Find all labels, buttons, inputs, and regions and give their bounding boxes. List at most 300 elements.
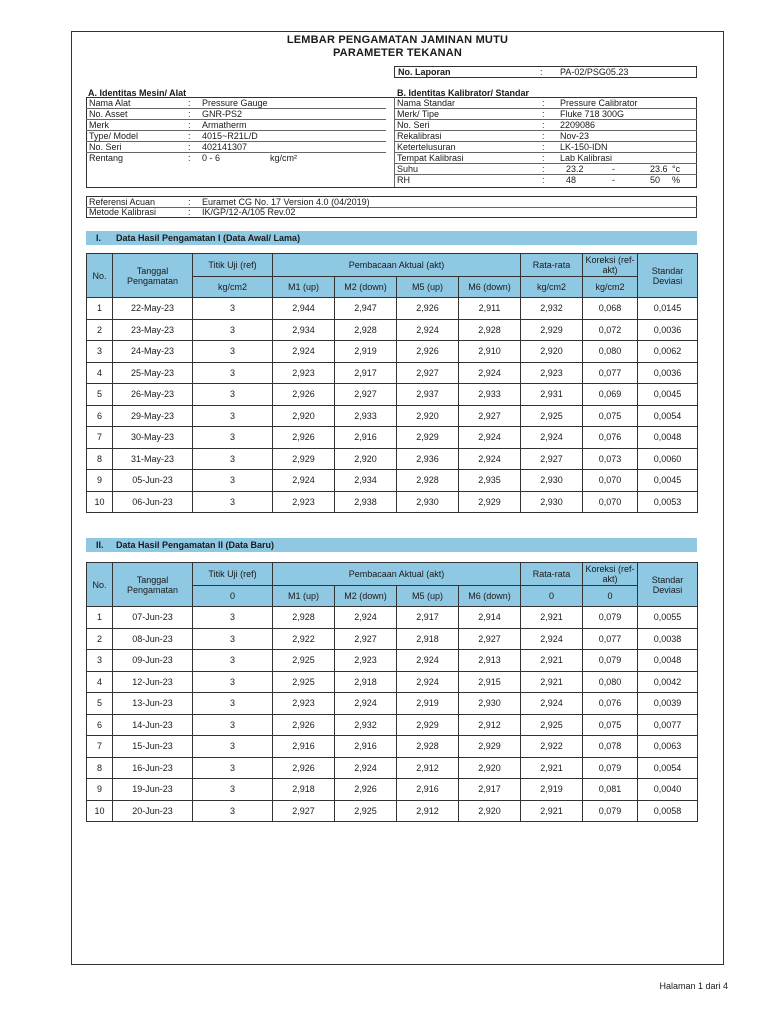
header-m2: M2 (down) <box>335 586 397 607</box>
header-pembacaan: Pembacaan Aktual (akt) <box>273 563 521 586</box>
table-cell: 0,0058 <box>638 800 698 822</box>
table-cell: 3 <box>193 448 273 470</box>
document-subtitle: PARAMETER TEKANAN <box>332 47 463 59</box>
colon: : <box>542 153 545 163</box>
table-cell: 3 <box>193 405 273 427</box>
table-row <box>87 470 698 492</box>
table-cell: 2,912 <box>397 800 459 822</box>
header-m5: M5 (up) <box>397 586 459 607</box>
report-number-box <box>394 66 697 78</box>
table-cell: 2,924 <box>397 650 459 672</box>
table-cell: 2,930 <box>397 491 459 513</box>
table-row <box>87 607 698 629</box>
table-cell: 2,912 <box>397 757 459 779</box>
table-cell: 2,924 <box>335 757 397 779</box>
table-cell: 12-Jun-23 <box>113 671 193 693</box>
table-cell: 0,079 <box>583 800 638 822</box>
table-cell: 2,924 <box>273 341 335 363</box>
table-cell: 2,937 <box>397 384 459 406</box>
table-row <box>87 362 698 384</box>
table-cell: 10 <box>87 800 113 822</box>
table-row <box>87 779 698 801</box>
colon: : <box>188 109 191 119</box>
table-cell: 2,919 <box>521 779 583 801</box>
table-cell: 2,925 <box>335 800 397 822</box>
table-cell: 2 <box>87 628 113 650</box>
table-row <box>87 427 698 449</box>
table-cell: 2,918 <box>397 628 459 650</box>
table-cell: 5 <box>87 693 113 715</box>
table-cell: 2,924 <box>397 319 459 341</box>
table-data-2 <box>86 562 698 822</box>
table-cell: 10 <box>87 491 113 513</box>
header-titik-uji: Titik Uji (ref) <box>193 563 273 586</box>
table-body <box>87 607 698 822</box>
table-cell: 2,924 <box>521 693 583 715</box>
table-cell: 8 <box>87 757 113 779</box>
reference-value: Euramet CG No. 17 Version 4.0 (04/2019) <box>202 197 370 207</box>
header-unit-titik: kg/cm2 <box>193 277 273 298</box>
table-cell: 0,0053 <box>638 491 698 513</box>
field-value: LK-150-IDN <box>560 142 608 152</box>
colon: : <box>188 142 191 152</box>
table-row <box>87 736 698 758</box>
table-cell: 30-May-23 <box>113 427 193 449</box>
table-row <box>87 628 698 650</box>
table-cell: 3 <box>193 491 273 513</box>
table-cell: 2,921 <box>521 800 583 822</box>
suhu-min: 23.2 <box>566 164 584 174</box>
table-cell: 1 <box>87 298 113 320</box>
table-cell: 0,079 <box>583 607 638 629</box>
table-cell: 2,947 <box>335 298 397 320</box>
colon: : <box>542 98 545 108</box>
table-cell: 2,923 <box>521 362 583 384</box>
table-cell: 2,925 <box>273 650 335 672</box>
table-cell: 3 <box>193 779 273 801</box>
field-value: 2209086 <box>560 120 596 130</box>
table-cell: 2,926 <box>273 714 335 736</box>
colon: : <box>188 98 191 108</box>
table-cell: 0,0048 <box>638 427 698 449</box>
table-cell: 2,924 <box>459 427 521 449</box>
header-m5: M5 (up) <box>397 277 459 298</box>
header-row <box>87 254 698 277</box>
table-cell: 2,916 <box>335 427 397 449</box>
table-cell: 3 <box>193 298 273 320</box>
header-titik-uji: Titik Uji (ref) <box>193 254 273 277</box>
table-cell: 2,924 <box>459 448 521 470</box>
colon: : <box>542 131 545 141</box>
table-cell: 15-Jun-23 <box>113 736 193 758</box>
table-row <box>87 319 698 341</box>
table-cell: 2,918 <box>335 671 397 693</box>
table-row <box>87 757 698 779</box>
table-cell: 2,911 <box>459 298 521 320</box>
table-cell: 19-Jun-23 <box>113 779 193 801</box>
table-cell: 2,934 <box>335 470 397 492</box>
table-cell: 3 <box>193 628 273 650</box>
table-cell: 2,923 <box>273 491 335 513</box>
table-cell: 0,0145 <box>638 298 698 320</box>
table-cell: 3 <box>193 319 273 341</box>
report-number-label: No. Laporan <box>398 67 451 77</box>
table-row <box>87 448 698 470</box>
table-cell: 2,920 <box>459 757 521 779</box>
table-cell: 2,921 <box>521 757 583 779</box>
table-cell: 0,0040 <box>638 779 698 801</box>
header-koreksi: Koreksi (ref-akt) <box>583 254 638 277</box>
table-row <box>87 341 698 363</box>
table-cell: 0,079 <box>583 757 638 779</box>
table-row <box>87 650 698 672</box>
table-cell: 05-Jun-23 <box>113 470 193 492</box>
field-label: Merk <box>89 120 109 130</box>
table-data-1 <box>86 253 698 513</box>
row-divider <box>394 108 697 109</box>
table-cell: 2,927 <box>335 628 397 650</box>
table-cell: 2,927 <box>459 405 521 427</box>
table-cell: 2,922 <box>521 736 583 758</box>
table-cell: 0,072 <box>583 319 638 341</box>
header-unit-koreksi: kg/cm2 <box>583 277 638 298</box>
table-cell: 29-May-23 <box>113 405 193 427</box>
colon: : <box>542 142 545 152</box>
table-cell: 14-Jun-23 <box>113 714 193 736</box>
field-value: 402141307 <box>202 142 248 152</box>
table-cell: 2,913 <box>459 650 521 672</box>
header-rata-rata: Rata-rata <box>521 563 583 586</box>
header-m1: M1 (up) <box>273 277 335 298</box>
table-cell: 2,929 <box>459 491 521 513</box>
table-cell: 9 <box>87 470 113 492</box>
table-cell: 0,0036 <box>638 362 698 384</box>
colon: : <box>542 120 545 130</box>
table-cell: 1 <box>87 607 113 629</box>
section-1-bar <box>86 231 697 245</box>
table-cell: 0,0063 <box>638 736 698 758</box>
table-cell: 3 <box>193 427 273 449</box>
header-unit-rata: kg/cm2 <box>521 277 583 298</box>
rh-min: 48 <box>566 175 577 185</box>
table-cell: 08-Jun-23 <box>113 628 193 650</box>
table-cell: 07-Jun-23 <box>113 607 193 629</box>
table-cell: 0,0039 <box>638 693 698 715</box>
table-cell: 2,922 <box>273 628 335 650</box>
colon: : <box>188 153 191 163</box>
header-no: No. <box>87 254 113 298</box>
header-unit-titik: 0 <box>193 586 273 607</box>
header-m6: M6 (down) <box>459 277 521 298</box>
table-cell: 25-May-23 <box>113 362 193 384</box>
table-cell: 23-May-23 <box>113 319 193 341</box>
table-cell: 24-May-23 <box>113 341 193 363</box>
table-cell: 2,915 <box>459 671 521 693</box>
header-m1: M1 (up) <box>273 586 335 607</box>
table-cell: 2,917 <box>459 779 521 801</box>
table-cell: 7 <box>87 736 113 758</box>
table-cell: 2,918 <box>273 779 335 801</box>
table-cell: 0,0055 <box>638 607 698 629</box>
rh-label: RH <box>397 175 410 185</box>
table-cell: 2,929 <box>397 427 459 449</box>
table-cell: 2,933 <box>335 405 397 427</box>
table-cell: 2,928 <box>397 736 459 758</box>
table-cell: 3 <box>87 341 113 363</box>
table-cell: 13-Jun-23 <box>113 693 193 715</box>
table-cell: 2,910 <box>459 341 521 363</box>
field-label: Ketertelusuran <box>397 142 456 152</box>
table-cell: 2,924 <box>397 671 459 693</box>
table-cell: 2,933 <box>459 384 521 406</box>
table-header <box>87 563 698 607</box>
table-cell: 2,925 <box>521 714 583 736</box>
row-divider <box>394 119 697 120</box>
colon: : <box>188 120 191 130</box>
table-cell: 31-May-23 <box>113 448 193 470</box>
table-cell: 2,927 <box>335 384 397 406</box>
table-cell: 0,076 <box>583 427 638 449</box>
field-value: Pressure Gauge <box>202 98 268 108</box>
table-cell: 2,928 <box>273 607 335 629</box>
table-cell: 3 <box>87 650 113 672</box>
table-cell: 2,928 <box>459 319 521 341</box>
colon: : <box>540 67 543 77</box>
table-cell: 2,923 <box>335 650 397 672</box>
table-cell: 2,916 <box>397 779 459 801</box>
table-cell: 2,929 <box>397 714 459 736</box>
header-rata-rata: Rata-rata <box>521 254 583 277</box>
page-footer: Halaman 1 dari 4 <box>659 981 728 991</box>
table-cell: 3 <box>193 607 273 629</box>
table-cell: 6 <box>87 714 113 736</box>
field-value: 0 - 6 <box>202 153 221 163</box>
table-cell: 2,920 <box>459 800 521 822</box>
table-cell: 2,938 <box>335 491 397 513</box>
table-cell: 2,929 <box>459 736 521 758</box>
table-cell: 2,924 <box>273 470 335 492</box>
table-row <box>87 491 698 513</box>
table-cell: 2,921 <box>521 671 583 693</box>
table-cell: 2,919 <box>335 341 397 363</box>
header-row <box>87 563 698 586</box>
table-cell: 2,927 <box>273 800 335 822</box>
field-label: No. Seri <box>89 142 122 152</box>
header-koreksi: Koreksi (ref-akt) <box>583 563 638 586</box>
table-cell: 3 <box>193 362 273 384</box>
field-label: Merk/ Tipe <box>397 109 440 119</box>
suhu-unit: °c <box>672 164 681 174</box>
table-cell: 2,926 <box>273 384 335 406</box>
column-divider <box>394 97 395 187</box>
table-cell: 0,078 <box>583 736 638 758</box>
table-cell: 0,0042 <box>638 671 698 693</box>
table-cell: 0,0054 <box>638 405 698 427</box>
table-cell: 0,070 <box>583 470 638 492</box>
table-cell: 2,926 <box>397 341 459 363</box>
table-row <box>87 405 698 427</box>
rh-max: 50 <box>650 175 661 185</box>
table-header <box>87 254 698 298</box>
table-cell: 2,930 <box>521 491 583 513</box>
table-cell: 2,917 <box>397 607 459 629</box>
table-cell: 3 <box>193 384 273 406</box>
table-cell: 2,926 <box>335 779 397 801</box>
header-unit-koreksi: 0 <box>583 586 638 607</box>
table-cell: 2,926 <box>273 757 335 779</box>
table-cell: 2,927 <box>521 448 583 470</box>
table-cell: 26-May-23 <box>113 384 193 406</box>
table-cell: 2,924 <box>335 607 397 629</box>
table-cell: 2 <box>87 319 113 341</box>
section-1-title: Data Hasil Pengamatan I (Data Awal/ Lama) <box>116 233 301 243</box>
field-label: Nama Standar <box>397 98 456 108</box>
table-cell: 3 <box>193 800 273 822</box>
suhu-dash: - <box>612 164 615 174</box>
table-cell: 2,924 <box>335 693 397 715</box>
table-cell: 4 <box>87 362 113 384</box>
table-cell: 2,934 <box>273 319 335 341</box>
field-value: Lab Kalibrasi <box>560 153 613 163</box>
table-cell: 2,921 <box>521 650 583 672</box>
table-cell: 2,925 <box>273 671 335 693</box>
table-cell: 2,912 <box>459 714 521 736</box>
table-cell: 3 <box>193 693 273 715</box>
rh-dash: - <box>612 175 615 185</box>
table-cell: 2,930 <box>459 693 521 715</box>
section-a-heading: A. Identitas Mesin/ Alat <box>88 88 187 98</box>
suhu-label: Suhu <box>397 164 419 174</box>
table-cell: 3 <box>193 671 273 693</box>
table-cell: 0,0054 <box>638 757 698 779</box>
table-cell: 2,929 <box>521 319 583 341</box>
section-2-number: II. <box>96 540 104 550</box>
table-cell: 2,930 <box>521 470 583 492</box>
table-cell: 2,916 <box>335 736 397 758</box>
header-pembacaan: Pembacaan Aktual (akt) <box>273 254 521 277</box>
table-row <box>87 298 698 320</box>
header-unit-rata: 0 <box>521 586 583 607</box>
reference-label: Referensi Acuan <box>89 197 156 207</box>
table-cell: 2,927 <box>459 628 521 650</box>
table-row <box>87 800 698 822</box>
table-cell: 06-Jun-23 <box>113 491 193 513</box>
table-cell: 0,079 <box>583 650 638 672</box>
section-b-heading: B. Identitas Kalibrator/ Standar <box>397 88 530 98</box>
table-cell: 0,0038 <box>638 628 698 650</box>
table-cell: 22-May-23 <box>113 298 193 320</box>
field-label: Nama Alat <box>89 98 131 108</box>
table-cell: 2,925 <box>521 405 583 427</box>
table-cell: 2,923 <box>273 362 335 384</box>
table-cell: 0,0048 <box>638 650 698 672</box>
reference-value: IK/GP/12-A/105 Rev.02 <box>202 207 296 217</box>
table-cell: 2,935 <box>459 470 521 492</box>
table-cell: 2,931 <box>521 384 583 406</box>
table-cell: 0,076 <box>583 693 638 715</box>
table-cell: 0,075 <box>583 714 638 736</box>
table-cell: 2,920 <box>521 341 583 363</box>
table-cell: 2,926 <box>397 298 459 320</box>
colon: : <box>542 175 545 185</box>
table-cell: 2,932 <box>521 298 583 320</box>
table-cell: 8 <box>87 448 113 470</box>
table-cell: 2,923 <box>273 693 335 715</box>
table-cell: 20-Jun-23 <box>113 800 193 822</box>
table-cell: 2,929 <box>273 448 335 470</box>
table-row <box>87 714 698 736</box>
table-cell: 2,944 <box>273 298 335 320</box>
field-value: Pressure Calibrator <box>560 98 638 108</box>
table-row <box>87 693 698 715</box>
table-cell: 0,0060 <box>638 448 698 470</box>
table-cell: 9 <box>87 779 113 801</box>
table-row <box>87 384 698 406</box>
table-cell: 2,926 <box>273 427 335 449</box>
header-no: No. <box>87 563 113 607</box>
colon: : <box>188 131 191 141</box>
row-divider <box>86 152 386 153</box>
table-cell: 6 <box>87 405 113 427</box>
field-value: 4015~R21L/D <box>202 131 258 141</box>
table-cell: 2,919 <box>397 693 459 715</box>
colon: : <box>188 207 191 217</box>
table-cell: 0,077 <box>583 362 638 384</box>
table-body <box>87 298 698 513</box>
table-cell: 2,936 <box>397 448 459 470</box>
table-cell: 2,916 <box>273 736 335 758</box>
table-cell: 0,0045 <box>638 384 698 406</box>
table-cell: 2,914 <box>459 607 521 629</box>
table-cell: 0,0045 <box>638 470 698 492</box>
field-label: Type/ Model <box>89 131 139 141</box>
table-cell: 0,073 <box>583 448 638 470</box>
table-cell: 2,924 <box>459 362 521 384</box>
section-2-title: Data Hasil Pengamatan II (Data Baru) <box>116 540 275 550</box>
table-cell: 0,070 <box>583 491 638 513</box>
section-2-bar <box>86 538 697 552</box>
field-value: GNR-PS2 <box>202 109 243 119</box>
table-cell: 0,081 <box>583 779 638 801</box>
table-cell: 16-Jun-23 <box>113 757 193 779</box>
colon: : <box>542 109 545 119</box>
table-cell: 2,928 <box>335 319 397 341</box>
table-cell: 0,0062 <box>638 341 698 363</box>
section-1-number: I. <box>96 233 102 243</box>
header-standar-deviasi: Standar Deviasi <box>638 254 698 298</box>
table-cell: 0,075 <box>583 405 638 427</box>
field-label: Rekalibrasi <box>397 131 442 141</box>
table-cell: 5 <box>87 384 113 406</box>
table-cell: 4 <box>87 671 113 693</box>
table-cell: 3 <box>193 470 273 492</box>
table-cell: 0,080 <box>583 671 638 693</box>
field-label: No. Asset <box>89 109 128 119</box>
table-cell: 2,920 <box>397 405 459 427</box>
field-unit: kg/cm² <box>270 153 297 163</box>
table-cell: 3 <box>193 757 273 779</box>
colon: : <box>542 164 545 174</box>
header-m2: M2 (down) <box>335 277 397 298</box>
table-row <box>87 671 698 693</box>
table-cell: 0,069 <box>583 384 638 406</box>
table-cell: 0,077 <box>583 628 638 650</box>
document-title: LEMBAR PENGAMATAN JAMINAN MUTU <box>286 34 509 46</box>
field-value: Fluke 718 300G <box>560 109 625 119</box>
table-cell: 3 <box>193 341 273 363</box>
field-label: Rentang <box>89 153 124 163</box>
field-value: Nov-23 <box>560 131 590 141</box>
